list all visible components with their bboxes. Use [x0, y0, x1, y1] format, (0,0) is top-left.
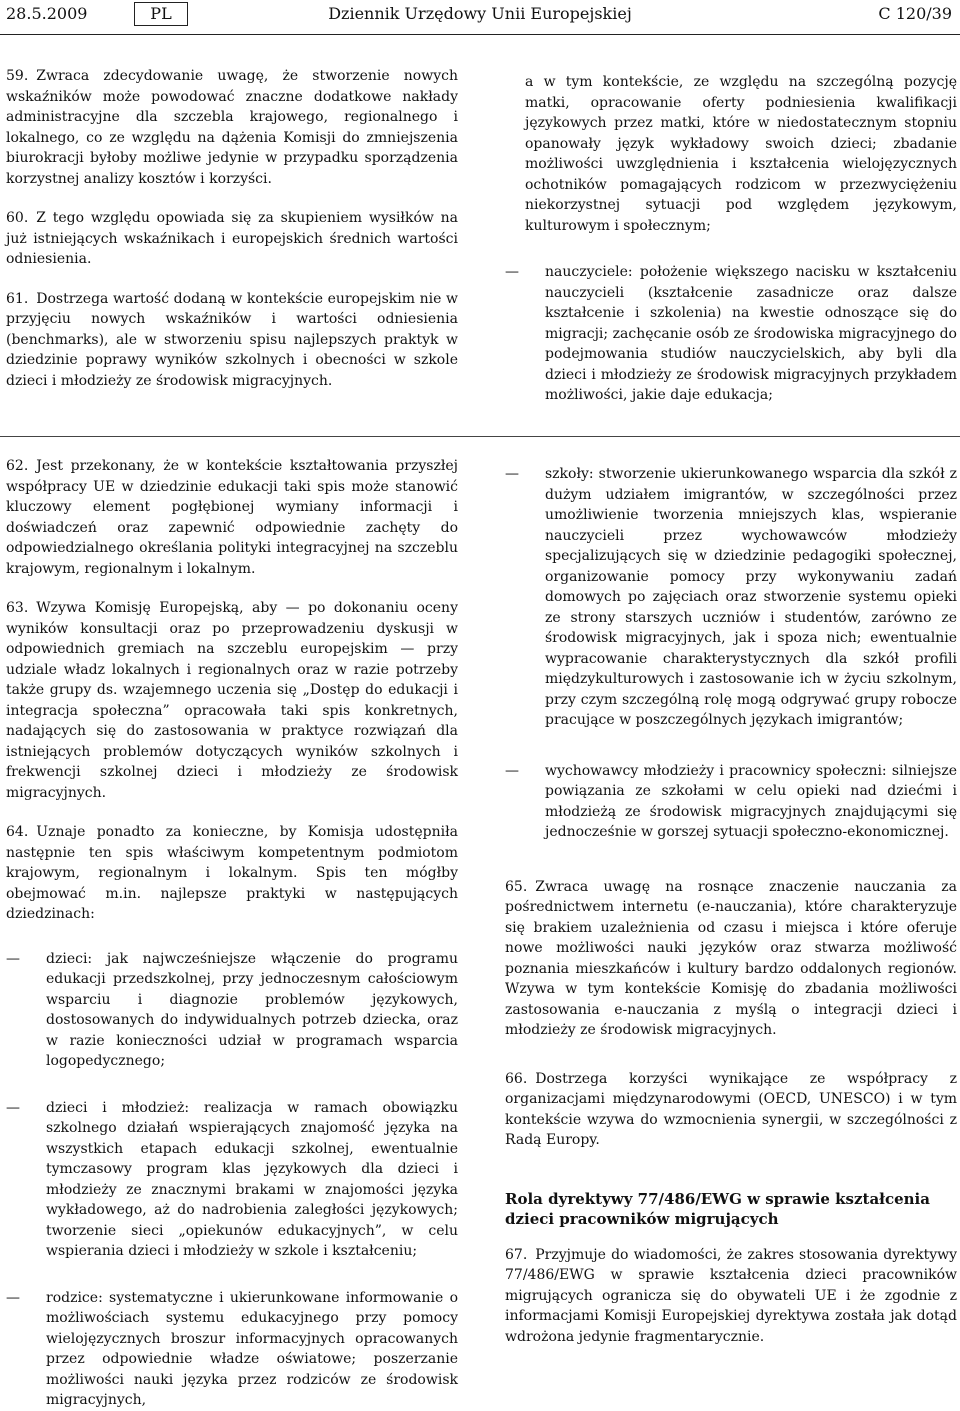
bullet-text: nauczyciele: położenie większego nacisku w kształceniu nauczycieli (kształcenie zasadnicze oraz dalsze kształcenie i szkolenia) na kwestie odnoszące się do migracji; zachęcanie osób ze środowiska migracyjnego do podejmowania studiów nauczycielskich, aby byli dla dzieci i młodzieży ze środowisk migracyjnych przykładem możliwości, jakie daje edukacja; — [545, 264, 957, 403]
paragraph-number: 65. — [505, 878, 528, 895]
bullet-text: szkoły: stworzenie ukierunkowanego wsparcia dla szkół z dużym udziałem imigrantów, w szczególności przez umożliwienie tworzenia mniejszych klas, wspieranie nauczycieli przez wychowawców młodzieży specjalizujących się w dziedzinie pedagogiki społecznej, organizowanie pomocy przy wykonywaniu zadań domowych po zajęciach oraz stworzenie systemu opieki ze strony starszych uczniów i studentów, zarówno ze środowisk migracyjnych, jak i spoza nich; ewentualnie wypracowanie charakterystycznych dla szkół profili międzykulturowych i zastosowanie ich w życiu szkolnym, przy czym szczególną rolę mogą odgrywać grupy robocze pracujące w poszczególnych językach imigrantów; — [545, 466, 957, 728]
paragraph-number: 59. — [6, 68, 29, 84]
continued-text: a w tym kontekście, ze względu na szczególną pozycję matki, opracowanie oferty podniesienia kwalifikacji językowych przez matki, które w niedostatecznym stopniu opanowały język wykładowy swoich dzieci; zbadanie możliwości uwzględnienia i kształcenia wielojęzycznych ochotników pomagających rodzicom w przezwyciężeniu niekorzystnej sytuacji pod względem językowym, kulturowym i społecznym; — [525, 74, 957, 234]
paragraph-59 — [6, 66, 458, 189]
paragraph-65 — [505, 877, 957, 1041]
dash-marker: — — [505, 466, 519, 482]
bullet-youth-workers — [505, 761, 957, 843]
paragraph-number: 60. — [6, 210, 29, 226]
paragraph-text: Dostrzega wartość dodaną w kontekście europejskim nie w przyjęciu nowych wskaźników i wartości odniesienia (benchmarks), ale w stworzeniu spisu najlepszych praktyk w dziedzinie poprawy wyników szkolnych i obecności w szkole dzieci i młodzieży ze środowisk migracyjnych. — [6, 290, 458, 389]
bullet-children-youth — [6, 1098, 458, 1262]
journal-title: Dziennik Urzędowy Unii Europejskiej — [328, 4, 632, 23]
bottom-left-column — [6, 456, 458, 1411]
paragraph-63 — [6, 598, 458, 803]
language-badge: PL — [134, 2, 188, 26]
publication-date: 28.5.2009 — [6, 4, 88, 23]
paragraph-62 — [6, 456, 458, 579]
paragraph-text: Jest przekonany, że w kontekście kształtowania przyszłej współpracy UE w dziedzinie edukacji taki spis może stanowić kluczowy element pogłębionej wymiany informacji i doświadczeń oraz zapewnić odpowiednie zachęty do odpowiedzialnego określania polityki integracyjnej na szczeblu krajowym, regionalnym i lokalnym. — [6, 458, 458, 577]
section-heading: Rola dyrektywy 77/486/EWG w sprawie kształcenia dzieci pracowników migrujących — [505, 1189, 930, 1228]
paragraph-text: Wzywa Komisję Europejską, aby — po dokonaniu oceny wyników konsultacji oraz po przeprowadzeniu dyskusji w odpowiednich gremiach na szczeblu europejskim — przy udziale władz lokalnych i regionalnych oraz w razie potrzeby także grupy ds. wzajemnego uczenia się „Dostęp do edukacji i integracja społeczna” opracowała taki spis konkretnych, nadających się do zastosowania w praktyce rozwiązań dla istniejących problemów dotyczących wyników szkolnych i frekwencji szkolnej dzieci i młodzieży ze środowisk migracyjnych. — [6, 600, 458, 801]
bullet-parents — [6, 1288, 458, 1411]
paragraph-number: 67. — [505, 1246, 528, 1263]
paragraph-64 — [6, 822, 458, 925]
dash-marker: — — [505, 762, 519, 779]
paragraph-number: 66. — [505, 1070, 528, 1087]
paragraph-text: Uznaje ponadto za konieczne, by Komisja udostępniła następnie ten spis właściwym kompetentnym podmiotom krajowym, regionalnym i lokalnym. Spis ten mógłby obejmować m.in. najlepsze praktyki w następujących dziedzinach: — [6, 824, 458, 922]
paragraph-text: Zwraca zdecydowanie uwagę, że stworzenie nowych wskaźników może powodować znaczne dodatkowe nakłady administracyjne dla szczebla krajowego, regionalnego i lokalnego, co ze względu na dążenia Komisji do zmniejszenia biurokracji byłoby możliwe jedynie w przypadku sporządzenia korzystnej analizy kosztów i korzyści. — [6, 68, 458, 187]
paragraph-number: 64. — [6, 824, 29, 840]
paragraph-text: Zwraca uwagę na rosnące znaczenie nauczania za pośrednictwem internetu (e-nauczania), które charakteryzuje się brakiem uzależnienia od czasu i miejsca i które oferuje nowe możliwości nauki języków oraz stwarza możliwość poznania mieszkańców i kultury bardzo oddalonych regionów. Wzywa w tym kontekście Komisję do zbadania możliwości zastosowania e-nauczania z myślą o integracji dzieci i młodzieży ze środowisk migracyjnych. — [505, 878, 957, 1038]
paragraph-text: Dostrzega korzyści wynikające ze współpracy z organizacjami międzynarodowymi (OECD, UNESCO) i w tym kontekście wzywa do wzmocnienia synergii, w szczególności z Radą Europy. — [505, 1070, 957, 1148]
top-right-column — [505, 72, 957, 425]
paragraph-text: Z tego względu opowiada się za skupieniem wysiłków na już istniejących wskaźnikach i europejskich średnich wartości odniesienia. — [6, 210, 458, 267]
paragraph-number: 62. — [6, 458, 29, 474]
top-left-column — [6, 66, 458, 391]
bullet-children — [6, 949, 458, 1072]
dash-marker: — — [6, 950, 20, 967]
dash-marker: — — [6, 1099, 20, 1116]
paragraph-text: Przyjmuje do wiadomości, że zakres stosowania dyrektywy 77/486/EWG w sprawie kształcenia dzieci pracowników migrujących ogranicza się do obywateli UE i że zgodnie z informacjami Komisji Europejskiej dyrektywa została jak dotąd wdrożona jedynie fragmentarycznie. — [505, 1246, 957, 1345]
bullet-text: dzieci i młodzież: realizacja w ramach obowiązku szkolnego działań wspierających znajomość języka na wszystkich etapach edukacji szkolnej, ewentualnie tymczasowy program klas językowych dla dzieci i młodzieży ze znacznymi brakami w znajomości języka wykładowego, aż do nadrobienia zaległości językowych; tworzenie sieci „opiekunów edukacyjnych”, w celu wspierania dzieci i młodzieży w szkole i kształceniu; — [46, 1099, 458, 1259]
bottom-right-column — [505, 464, 957, 1347]
bullet-text: rodzice: systematyczne i ukierunkowane informowanie o możliwościach systemu edukacyjnego przy pomocy wielojęzycznych broszur informacyjnych opracowanych przez odpowiednie władze oświatowe; poszerzanie możliwości nauki języka przez rodziców ze środowisk migracyjnych, — [46, 1289, 458, 1408]
bullet-schools — [505, 464, 957, 731]
paragraph-66 — [505, 1069, 957, 1151]
bullet-text: wychowawcy młodzieży i pracownicy społeczni: silniejsze powiązania ze szkołami w celu opieki nad dziećmi i młodzieżą ze środowisk migracyjnych znajdującymi się jednocześnie w gorszej sytuacji społeczno-ekonomicznej. — [545, 762, 957, 840]
bullet-teachers — [505, 262, 957, 406]
paragraph-61 — [6, 289, 458, 392]
paragraph-67 — [505, 1245, 957, 1348]
dash-marker: — — [505, 264, 519, 280]
paragraph-60 — [6, 208, 458, 270]
page-reference: C 120/39 — [878, 4, 952, 23]
page-header — [0, 0, 960, 35]
paragraph-number: 61. — [6, 290, 29, 307]
bullet-text: dzieci: jak najwcześniejsze włączenie do programu edukacji przedszkolnej, przy jednoczesnym całościowym wsparciu i diagnozie problemów językowych, dostosowanych do indywidualnych potrzeb dziecka, oraz w razie konieczności udział w programach wsparcia logopedycznego; — [46, 950, 458, 1069]
paragraph-number: 63. — [6, 600, 29, 616]
dash-marker: — — [6, 1289, 20, 1306]
section-divider — [0, 436, 960, 437]
